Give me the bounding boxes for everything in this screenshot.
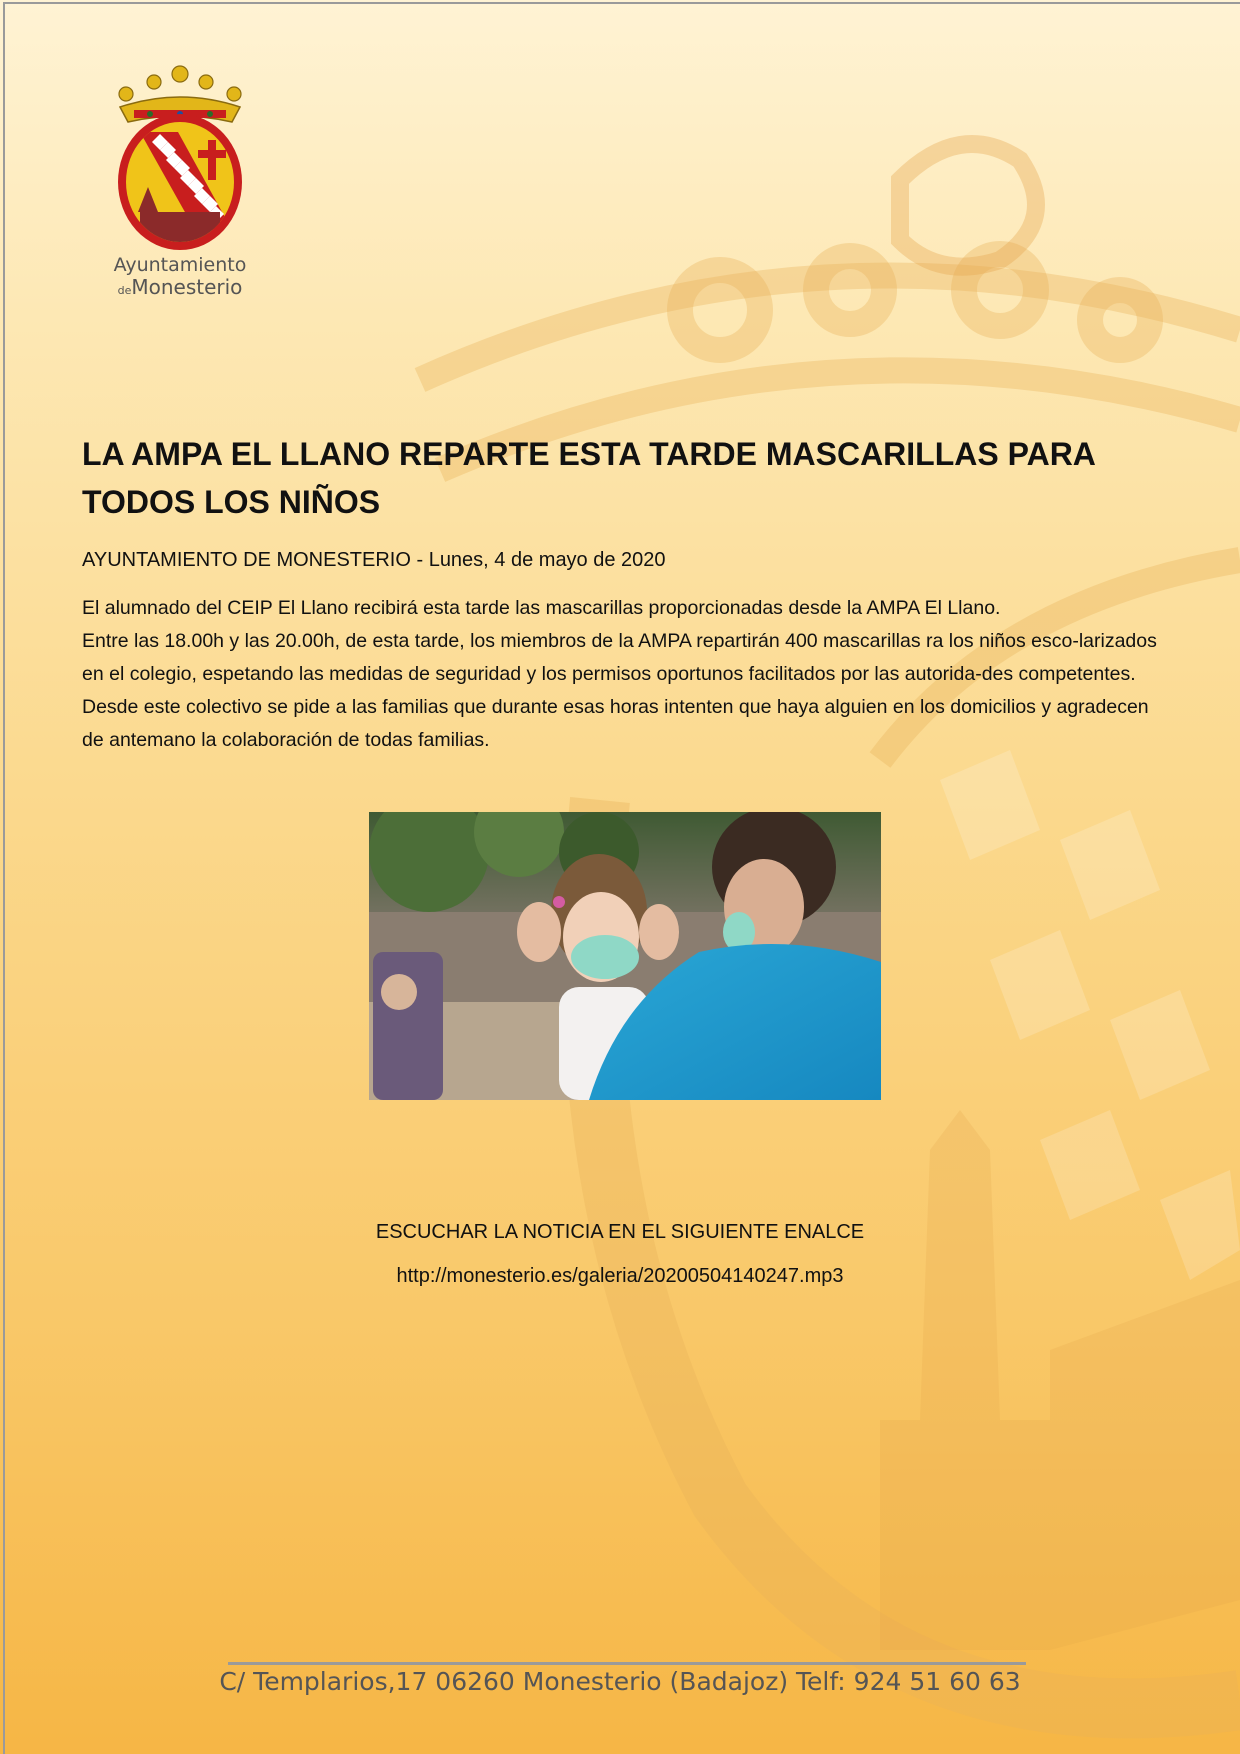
logo-line-2-name: Monesterio: [131, 275, 243, 299]
coat-of-arms-icon: [100, 62, 260, 252]
article-body: [82, 592, 1162, 757]
article-paragraph: Entre las 18.00h y las 20.00h, de esta tarde, los miembros de la AMPA repartirán 400 mascarillas ra los niños esco-larizados en el colegio, espetando las medidas de seguridad y los permisos oportunos facilitados por las autorida-des competentes.: [82, 630, 1157, 685]
logo-line-1: Ayuntamiento: [113, 254, 247, 276]
article-paragraph: El alumnado del CEIP El Llano recibirá esta tarde las mascarillas proporcionadas desde la AMPA El Llano.: [82, 597, 1001, 619]
logo-line-2: [100, 276, 260, 302]
logo-line-2-prefix: de: [117, 284, 132, 297]
article-byline: AYUNTAMIENTO DE MONESTERIO - Lunes, 4 de mayo de 2020: [82, 549, 666, 571]
article-paragraph: Desde este colectivo se pide a las familias que durante esas horas intenten que haya alguien en los domicilios y agradecen de antemano la colaboración de todas familias.: [82, 696, 1149, 751]
logo-caption: [100, 254, 260, 302]
municipal-logo: [100, 62, 260, 302]
footer-address: C/ Templarios,17 06260 Monesterio (Badajoz) Telf: 924 51 60 63: [219, 1667, 1021, 1696]
listen-label: ESCUCHAR LA NOTICIA EN EL SIGUIENTE ENALCE: [375, 1221, 865, 1243]
photo-illustration: [369, 812, 881, 1100]
article-photo: [369, 812, 881, 1100]
audio-link[interactable]: http://monesterio.es/galeria/20200504140247.mp3: [396, 1265, 844, 1287]
article-title: LA AMPA EL LLANO REPARTE ESTA TARDE MASCARILLAS PARA TODOS LOS NIÑOS: [82, 436, 1095, 520]
